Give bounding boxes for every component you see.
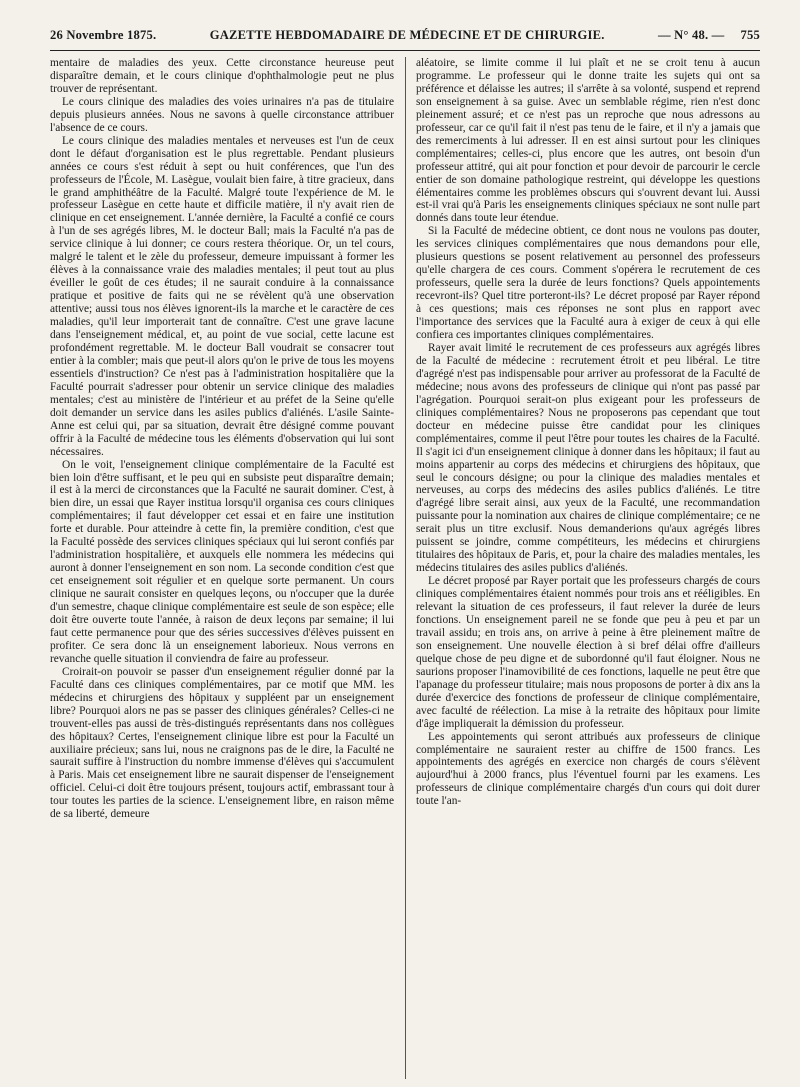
paragraph: Le cours clinique des maladies mentales et nerveuses est l'un de ceux dont le défaut d'organisation est le plus regrettable. Pendant plusieurs années ce cours s'est réduit à sept ou huit conférences, que l'un des professeurs de l'École, M. Lasègue, voulait bien faire, à titre gracieux, dans le grand amphithéâtre de la Faculté. Malgré toute l'expérience de M. le professeur Lasègue en cette haute et difficile matière, il n'y avait rien de clinique en cet enseignement. L'année dernière, la Faculté a confié ce cours à l'un de ses agrégés libres, M. le docteur Ball; mais la Faculté n'a pas de service clinique à lui donner; ce cours restera théorique. Or, un tel cours, malgré le talent et le zèle du professeur, demeure impuissant à former les élèves à la connaissance vraie des maladies mentales; il peut tout au plus éveiller le goût de ces études; il ne saurait conduire à la connaissance pratique et positive de faits qui ne se révèlent qu'à une observation attentive; aussi tous nos élèves ignorent-ils la marche et le caractère de ces maladies, qu'il leur importerait tant de connaître. C'est une grave lacune dans l'enseignement médical, et, au point de vue social, cette lacune est profondément regrettable. M. le docteur Ball voudrait se consacrer tout entier à la combler; mais que peut-il alors qu'on le prive de tous les moyens essentiels d'instruction? Ce n'est pas à l'administration hospitalière que la Faculté pourrait s'adresser pour obtenir un service clinique des maladies mentales; c'est au ministère de l'intérieur et au préfet de la Seine qu'elle doit demander un service dans les asiles publics d'aliénés. L'asile Sainte-Anne est celui qui, par sa situation, devrait être désigné comme pouvant offrir à la Faculté de médecine tous les éléments d'observation qui lui sont nécessaires. <box>50 134 394 458</box>
paragraph: Rayer avait limité le recrutement de ces professeurs aux agrégés libres de la Faculté de médecine : recrutement étroit et peu libéral. Le titre d'agrégé n'est pas indispensable pour arriver au professorat de la Faculté de médecine; nous avons des professeurs de clinique qui n'ont pas passé par l'agrégation. Pourquoi serait-on plus exigeant pour les professeurs de cliniques complémentaires? Nous ne proposerons pas cependant que tout docteur en médecine puisse être candidat pour les cliniques complémentaires, comme il peut l'être pour toutes les chaires de la Faculté. Il s'agit ici d'un enseignement clinique à donner dans les hôpitaux; il faut au moins appartenir au corps des médecins et chirurgiens des hôpitaux, que seul le concours désigne; ou pour la clinique des maladies mentales et nerveuses, au corps des médecins des asiles publics d'aliénés. Le titre d'agrégé libre serait ainsi, aux yeux de la Faculté, une recommandation puissante pour la nomination aux chaires de clinique complémentaire; ce ne serait plus un titre exclusif. Nous demanderions qu'aux agrégés libres puissent se joindre, comme compétiteurs, les médecins et chirurgiens titulaires des hôpitaux de Paris, et, pour la chaire des maladies mentales, les médecins titulaires des asiles publics d'aliénés. <box>416 341 760 575</box>
header-date: 26 Novembre 1875. <box>50 28 157 42</box>
paragraph: On le voit, l'enseignement clinique complémentaire de la Faculté est bien loin d'être suffisant, et le peu qui en subsiste peut disparaître demain; il est à la merci de circonstances que la Faculté ne saurait dominer. C'est, à bien dire, un essai que Rayer institua lorsqu'il organisa ces cours cliniques complémentaires; il faut développer cet essai et en faire une institution forte et durable. Pour atteindre à cette fin, la première condition, c'est que la Faculté possède des services cliniques spéciaux qui lui seront confiés par l'administration hospitalière, et auxquels elle nommera les médecins qui auront à donner l'enseignement en son nom. La seconde condition c'est que cet enseignement soit régulier et en quelque sorte permanent. Un cours clinique ne saurait consister en quelques leçons, ou n'occuper que la durée d'un semestre, chaque clinique complémentaire est seule de son espèce; elle doit être ouverte toute l'année, à raison de deux leçons par semaine; il lui faut cette permanence pour que des séries successives d'élèves puissent en profiter. Ce sera donc là un enseignement laborieux. Nous verrons en revanche quelle situation il conviendra de faire au professeur. <box>50 458 394 665</box>
page-header <box>50 28 760 51</box>
article-columns <box>50 57 760 821</box>
paragraph: Le cours clinique des maladies des voies urinaires n'a pas de titulaire depuis plusieurs années. Nous ne savons à quelle circonstance attribuer l'absence de ce cours. <box>50 95 394 134</box>
header-issue: — N° 48. — <box>657 28 725 42</box>
paragraph: Les appointements qui seront attribués aux professeurs de clinique complémentaire ne sauraient rester au chiffre de 1500 francs. Les appointements des agrégés en exercice non chargés de cours s'élèvent aujourd'hui à 2000 francs, plus l'éventuel fourni par les examens. Les professeurs de clinique complémentaire chargés d'un cours qui doit durer toute l'an- <box>416 730 760 808</box>
header-page-number: 755 <box>740 28 760 42</box>
left-column <box>50 57 394 821</box>
paragraph: Si la Faculté de médecine obtient, ce dont nous ne voulons pas douter, les services cliniques complémentaires que nous demandons pour elle, plusieurs questions se posent relativement au personnel des professeurs qu'elle chargera de ces cours. Comment s'opérera le recrutement de ces professeurs, quelle sera la durée de leurs fonctions? Quels appointements recevront-ils? Quel titre porteront-ils? Le décret proposé par Rayer répond à ces questions; mais ces réponses ne sont plus en rapport avec l'importance des services que la Faculté aura à exiger de ceux à qui elle confiera ces importantes cliniques complémentaires. <box>416 225 760 342</box>
header-title: GAZETTE HEBDOMADAIRE DE MÉDECINE ET DE CHIRURGIE. <box>209 28 605 42</box>
paragraph: Le décret proposé par Rayer portait que les professeurs chargés de cours cliniques complémentaires étaient nommés pour trois ans et rééligibles. En relevant la situation de ces professeurs, il faut relever la durée de leurs fonctions. Un enseignement pareil ne se fonde que peu à peu et par un travail assidu; en trois ans, on arrive à peine à être pleinement maître de son enseignement. Une nouvelle élection à si bref délai offre d'ailleurs quelque chose de peu digne et de subordonné qu'il faut éloigner. Nous ne saurions proposer l'inamovibilité de ces fonctions, laquelle ne peut être que l'apanage du professeur titulaire; mais nous proposons de porter à dix ans la durée d'exercice des fonctions de professeur de clinique complémentaire, avec faculté de réélection. La mise à la retraite des hôpitaux pour limite d'âge impliquerait la démission du professeur. <box>416 575 760 730</box>
paragraph: aléatoire, se limite comme il lui plaît et ne se croit tenu à aucun programme. Le professeur qui le donne traite les sujets qui ont sa préférence et délaisse les autres; il s'arrête à sa volonté, suspend et reprend son enseignement à sa guise. Avec un semblable régime, rien n'est donc pleinement assuré; et ce n'est pas un reproche que nous adressons au professeur, car ce qu'il fait il n'est pas tenu de le faire, et il n'y a jamais que des remerciments à lui adresser. Il en est ainsi surtout pour les cliniques complémentaires; celles-ci, plus encore que les autres, ont besoin d'un professeur attitré, qui ait pour fonction et pour devoir de parcourir le cercle entier de son domaine pathologique restreint, qui développe les questions élémentaires comme les problèmes obscurs qui s'ouvrent devant lui. Aussi est-il vrai qu'à Paris les enseignements cliniques spéciaux ne sont nulle part donnés dans toute leur étendue. <box>416 57 760 225</box>
paragraph: mentaire de maladies des yeux. Cette circonstance heureuse peut disparaître demain, et le cours clinique d'ophthalmologie peut ne plus trouver de représentant. <box>50 57 394 95</box>
header-right <box>658 28 760 43</box>
paragraph: Croirait-on pouvoir se passer d'un enseignement régulier donné par la Faculté dans ces cliniques complémentaires, par ce motif que MM. les médecins et chirurgiens des hôpitaux y suppléent par un enseignement libre? Pourquoi alors ne pas se passer des cliniques générales? Celles-ci ne trouvent-elles pas aussi de très-distingués représentants dans nos collègues des hôpitaux? Certes, l'enseignement clinique libre est pour la Faculté un auxiliaire précieux; sans lui, nous ne craignons pas de le dire, la Faculté ne saurait suffire à l'instruction du nombre immense d'élèves qui s'accumulent à Paris. Mais cet enseignement libre ne saurait dispenser de l'enseignement officiel. Celui-ci doit être toujours présent, toujours actif, embrassant tour à tour toutes les parties de la science. L'enseignement libre, en raison même de sa liberté, demeure <box>50 665 394 821</box>
right-column <box>416 57 760 821</box>
